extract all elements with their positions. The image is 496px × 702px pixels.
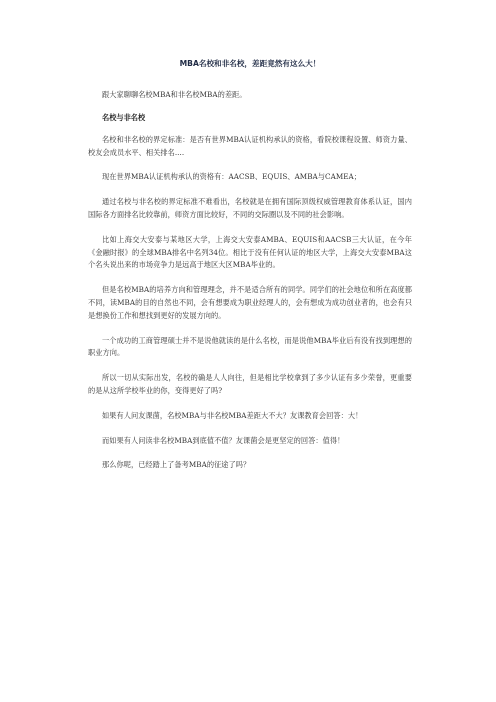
paragraph: 而如果有人问读非名校MBA到底值不值？友课菌会是更坚定的回答：值得！ xyxy=(102,435,345,445)
document-page xyxy=(88,58,412,472)
paragraph: 名校和非名校的界定标准：是否有世界MBA认证机构承认的资格，看院校课程设置、师资力量、校友会成员水平、相关排名.... xyxy=(88,134,412,157)
paragraph: 但是名校MBA的培养方向和管理理念，并不是适合所有的同学。同学们的社会地位和所在高度都不同，读MBA的目的自然也不同，会有想要成为职业经理人的，会有想成为成功创业者的，也会有只是想换份工作和想找到更好的发展方向的。 xyxy=(88,285,412,320)
paragraph: 通过名校与非名校的界定标准不难看出，名校就是在拥有国际顶级权威管理教育体系认证，国内国际各方面排名比较靠前，师资方面比较好，不同的交际圈以及不同的社会影响。 xyxy=(88,197,412,219)
spacer xyxy=(88,222,412,234)
spacer xyxy=(88,102,412,112)
spacer xyxy=(88,423,412,435)
spacer xyxy=(88,184,412,196)
paragraph: 比如上海交大安泰与某地区大学，上海交大安泰AMBA、EQUIS和AACSB三大认证，在今年《金融时报》的全球MBA排名中名列34位。相比于没有任何认证的地区大学，上海交大安泰MBA这个名头说出来的市场竞争力是远高于地区大区MBA毕业的。 xyxy=(88,234,412,270)
spacer xyxy=(88,398,412,410)
paragraph: 所以一切从实际出发，名校的确是人人向往，但是相比学校拿到了多少认证有多少荣誉，更重要的是从这所学校毕业的你，变得更好了吗? xyxy=(88,373,412,395)
paragraph: 一个成功的工商管理硕士并不是说他就读的是什么名校，而是说他MBA毕业后有没有找到理想的职业方向。 xyxy=(88,335,412,358)
spacer xyxy=(88,124,412,134)
spacer xyxy=(88,323,412,335)
paragraph: 如果有人问友课菌，名校MBA与非名校MBA差距大不大？友课教育会回答：大！ xyxy=(102,410,363,420)
spacer xyxy=(88,272,412,284)
spacer xyxy=(88,159,412,171)
paragraph: 现在世界MBA认证机构承认的资格有：AACSB、EQUIS、AMBA与CAMEA； xyxy=(102,172,362,182)
spacer xyxy=(88,360,412,372)
intro-paragraph: 跟大家聊聊名校MBA和非名校MBA的差距。 xyxy=(102,90,247,99)
section-heading: 名校与非名校 xyxy=(102,112,146,122)
spacer xyxy=(88,447,412,459)
paragraph: 那么你呢，已经踏上了备考MBA的征途了吗？ xyxy=(102,460,251,470)
document-title: MBA名校和非名校，差距竟然有这么大！ xyxy=(179,59,321,68)
